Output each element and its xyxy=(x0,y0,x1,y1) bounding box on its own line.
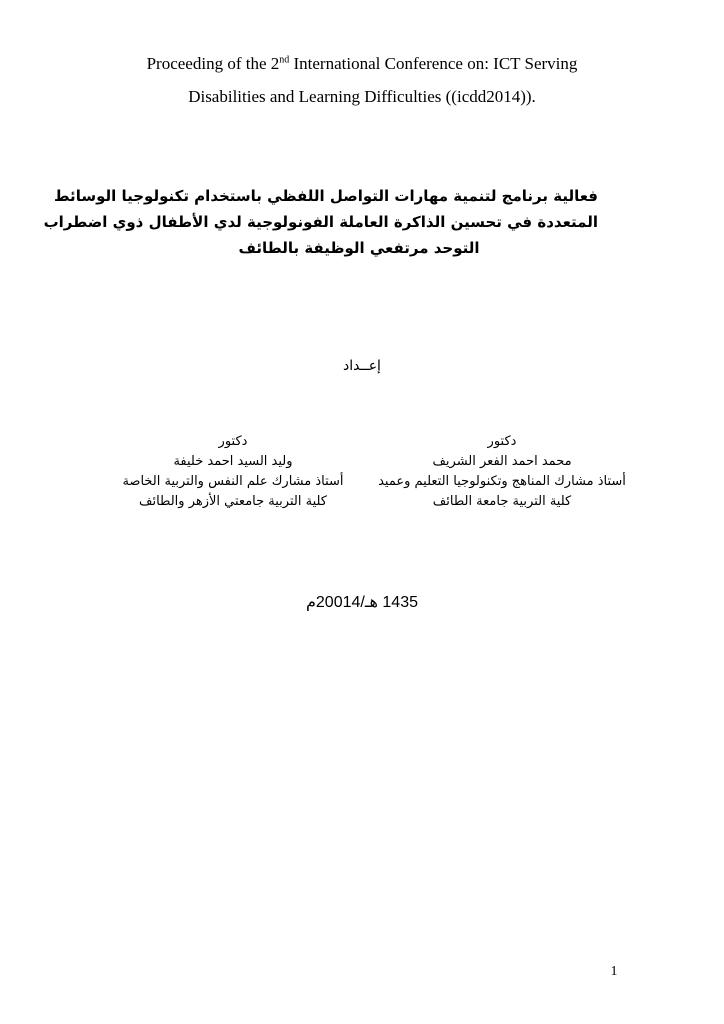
author-left-affiliation: كلية التربية جامعتي الأزهر والطائف xyxy=(139,494,327,509)
author-left-name: وليد السيد احمد خليفة xyxy=(173,454,293,469)
author-left-title: دكتور xyxy=(218,434,248,449)
prepared-by-label: إعــداد xyxy=(343,358,381,374)
conference-header-part-2: International Conference on: ICT Serving xyxy=(289,54,578,73)
publication-date: 1435 هـ/20014م xyxy=(305,594,418,611)
title-line-2: المتعددة في تحسين الذاكرة العاملة الفونولوجية لدي الأطفال ذوي اضطراب xyxy=(43,213,598,231)
author-right-title: دكتور xyxy=(487,434,517,449)
conference-header-line-2: Disabilities and Learning Difficulties ((icdd2014)). xyxy=(188,87,536,106)
author-right-position: أستاذ مشارك المناهج وتكنولوجيا التعليم وعميد xyxy=(378,474,626,489)
conference-header-line-1 xyxy=(0,54,724,74)
author-left-position: أستاذ مشارك علم النفس والتربية الخاصة xyxy=(122,474,344,489)
ordinal-superscript: nd xyxy=(279,54,290,66)
author-block-right xyxy=(372,432,632,512)
title-line-1: فعالية برنامج لتنمية مهارات التواصل اللفظي باستخدام تكنولوجيا الوسائط xyxy=(54,187,598,205)
author-right-affiliation: كلية التربية جامعة الطائف xyxy=(432,494,572,509)
conference-header-part-1: Proceeding of the 2 xyxy=(146,54,280,73)
paper-title xyxy=(43,183,598,261)
page-number: 1 xyxy=(610,964,618,979)
author-block-left xyxy=(118,432,348,512)
author-right-name: محمد احمد الفعر الشريف xyxy=(432,454,572,469)
title-line-3: التوحد مرتفعي الوظيفة بالطائف xyxy=(238,239,480,257)
